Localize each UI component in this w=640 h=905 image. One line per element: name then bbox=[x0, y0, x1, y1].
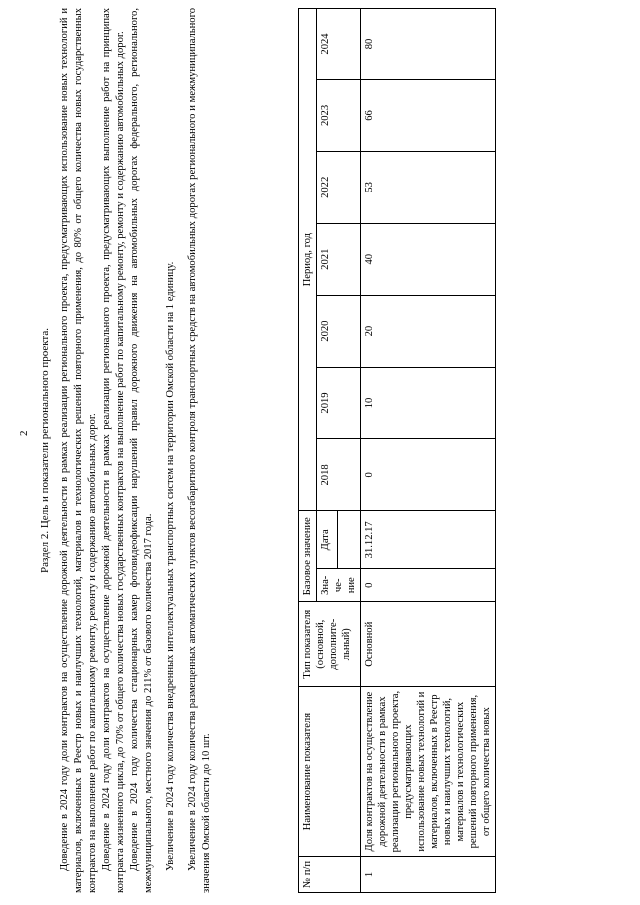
row-value: 53 bbox=[361, 151, 496, 223]
header-year: 2020 bbox=[317, 295, 361, 367]
rotated-page-content bbox=[38, 8, 634, 893]
goal-paragraph-2: Доведение в 2024 году доли контрактов на осуществление дорожной деятельности в рамках реализации регионального проекта, предусматривающих выполнение работ на принципах контракта жизненного цикла, до 70% от общего количества новых государственных контрактов на выполнение работ по капитальному ремонту, ремонту и содержанию автомобильных дорог. bbox=[101, 8, 126, 893]
header-num: № п/п bbox=[299, 857, 361, 893]
indicators-table bbox=[298, 8, 496, 893]
table-header-row-1 bbox=[299, 9, 317, 893]
header-year: 2024 bbox=[317, 9, 361, 80]
header-base-value: Зна-че-ние bbox=[317, 569, 361, 602]
row-value: 40 bbox=[361, 223, 496, 295]
row-value: 80 bbox=[361, 9, 496, 80]
row-type: Основной bbox=[361, 602, 496, 687]
header-year: 2023 bbox=[317, 79, 361, 151]
row-num: 1 bbox=[361, 857, 496, 893]
header-year: 2022 bbox=[317, 151, 361, 223]
header-base: Базовое значение bbox=[299, 511, 317, 602]
section-title: Раздел 2. Цель и показатели регионального проекта. bbox=[39, 328, 51, 573]
header-name: Наименование показателя bbox=[299, 687, 361, 857]
header-base-date: Дата bbox=[317, 511, 338, 569]
goal-paragraph-3: Доведение в 2024 году количества стационарных камер фотовидеофиксации нарушений правил дорожного движения на автомобильных дорогах федерального, регионального, межмуниципального, местного значения до 211% от базового количества 2017 года. bbox=[129, 8, 154, 893]
row-name: Доля контрактов на осуществление дорожной деятельности в рамках реализации регионального проекта, предусматривающих использование новых технологий и материалов, включенных в Реестр новых и наилучших технологий, материалов и технологических решений повторного применения, от общего количества новых bbox=[361, 687, 496, 857]
table-row bbox=[361, 9, 496, 893]
goal-paragraph-4: Увеличение в 2024 году количества внедренных интеллектуальных транспортных систем на территории Омской области на 1 единицу. bbox=[165, 261, 176, 871]
page-number: 2 bbox=[18, 430, 30, 436]
header-year: 2019 bbox=[317, 367, 361, 439]
header-base-date-spacer bbox=[338, 511, 361, 569]
goal-paragraph-1: Доведение в 2024 году доли контрактов на осуществление дорожной деятельности в рамках реализации регионального проекта, предусматривающих использование новых технологий и материалов, включенных в Реестр новых и наилучших технологий, материалов и технологических решений повторного применения, до 80% от общего количества новых государственных контрактов на выполнение работ по капитальному ремонту, ремонту и содержанию автомобильных дорог. bbox=[59, 8, 98, 893]
row-value: 10 bbox=[361, 367, 496, 439]
header-year: 2018 bbox=[317, 439, 361, 511]
row-value: 0 bbox=[361, 439, 496, 511]
row-base-date: 31.12.17 bbox=[361, 511, 496, 569]
row-value: 66 bbox=[361, 79, 496, 151]
row-base-value: 0 bbox=[361, 569, 496, 602]
row-value: 20 bbox=[361, 295, 496, 367]
header-period: Период, год bbox=[299, 9, 317, 511]
goal-paragraph-5: Увеличение в 2024 году количества размещенных автоматических пунктов весогабаритного контроля транспортных средств на автомобильных дорогах регионального и межмуниципального значения Омской области до 10 шт. bbox=[187, 8, 212, 893]
header-year: 2021 bbox=[317, 223, 361, 295]
header-type: Тип показателя (основной, дополните-льный) bbox=[299, 602, 361, 687]
